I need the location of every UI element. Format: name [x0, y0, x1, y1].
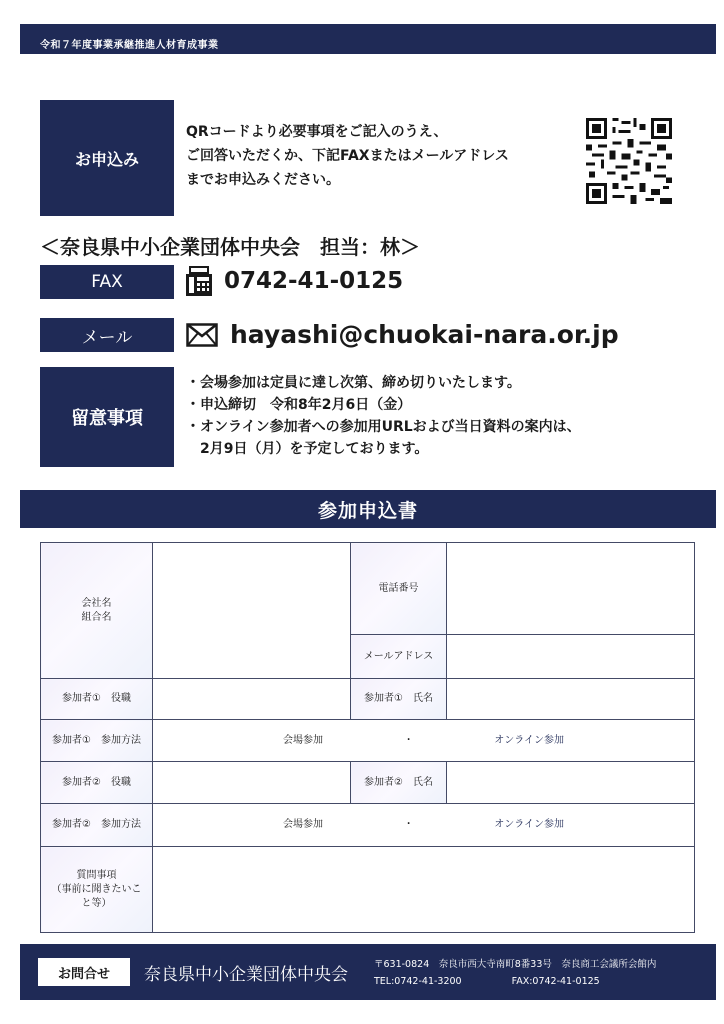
questions-field[interactable]	[153, 847, 695, 933]
online-option[interactable]: オンライン参加	[494, 819, 564, 830]
footer-fax: FAX:0742-41-0125	[511, 976, 600, 987]
participant1-name-label: 参加者① 氏名	[351, 679, 447, 720]
online-option[interactable]: オンライン参加	[494, 734, 564, 746]
participant1-name-field[interactable]	[447, 679, 695, 720]
phone-field[interactable]	[447, 543, 695, 635]
mail-label-box	[40, 318, 174, 352]
fax-label: FAX	[91, 272, 123, 292]
participant2-position-field[interactable]	[153, 762, 351, 804]
footer-address: 〒631-0824 奈良市西大寺南町8番33号 奈良商工会議所会館内	[374, 959, 657, 970]
company-name-field[interactable]	[153, 543, 351, 679]
mail-label: メール	[81, 327, 133, 348]
note-item: ・オンライン参加者への参加用URLおよび当日資料の案内は、	[186, 419, 581, 435]
notes-list	[186, 372, 706, 460]
participant1-position-field[interactable]	[153, 679, 351, 720]
participant1-position-label: 参加者① 役職	[41, 679, 153, 720]
apply-line: までお申込みください。	[186, 172, 340, 188]
footer-contact-bar	[20, 944, 716, 1000]
email-address[interactable]: hayashi@chuokai-nara.or.jp	[230, 320, 619, 349]
fax-machine-icon	[186, 266, 212, 296]
participant2-name-field[interactable]	[447, 762, 695, 804]
footer-address-block	[374, 956, 656, 990]
application-form	[40, 542, 695, 933]
participant2-name-label: 参加者② 氏名	[351, 762, 447, 804]
envelope-icon	[186, 323, 218, 347]
notes-label-box	[40, 367, 174, 467]
company-name-label: 会社名 組合名	[41, 543, 153, 679]
participant1-method-label: 参加者① 参加方法	[41, 720, 153, 762]
apply-label: お申込み	[74, 149, 139, 169]
participant1-method-field[interactable]	[153, 720, 695, 762]
phone-label: 電話番号	[351, 543, 447, 635]
apply-instructions	[186, 120, 576, 192]
inquiry-button[interactable]: お問合せ	[38, 958, 130, 986]
participant2-position-label: 参加者② 役職	[41, 762, 153, 804]
notes-label: 留意事項	[71, 408, 143, 429]
footer-organization: 奈良県中小企業団体中央会	[144, 965, 348, 985]
questions-label: 質問事項 （事前に聞きたいこ と等）	[41, 847, 153, 933]
organization-contact-line: ＜奈良県中小企業団体中央会 担当：林＞	[40, 235, 420, 259]
mail-contact	[186, 320, 619, 349]
apply-line: QRコードより必要事項をご記入のうえ、	[186, 124, 448, 140]
option-separator: ・	[403, 734, 414, 746]
fax-number: 0742-41-0125	[224, 268, 404, 294]
venue-option[interactable]: 会場参加	[283, 819, 323, 830]
apply-line: ご回答いただくか、下記FAXまたはメールアドレス	[186, 148, 509, 164]
participant2-method-label: 参加者② 参加方法	[41, 804, 153, 847]
note-item: ・申込締切 令和8年2月6日（金）	[186, 397, 412, 413]
program-title: 令和７年度事業承継推進人材育成事業	[40, 40, 219, 51]
venue-option[interactable]: 会場参加	[283, 734, 323, 746]
top-banner	[20, 24, 716, 54]
email-field[interactable]	[447, 635, 695, 679]
fax-contact	[186, 266, 403, 296]
option-separator: ・	[403, 819, 414, 830]
form-title: 参加申込書	[317, 499, 418, 522]
form-title-bar	[20, 490, 716, 528]
fax-label-box	[40, 265, 174, 299]
note-item: 2月9日（月）を予定しております。	[186, 441, 429, 457]
qr-code-icon[interactable]	[586, 118, 672, 204]
participant2-method-field[interactable]	[153, 804, 695, 847]
footer-tel: TEL:0742-41-3200	[374, 976, 462, 987]
apply-label-box	[40, 100, 174, 216]
note-item: ・会場参加は定員に達し次第、締め切りいたします。	[186, 375, 521, 391]
email-label: メールアドレス	[351, 635, 447, 679]
